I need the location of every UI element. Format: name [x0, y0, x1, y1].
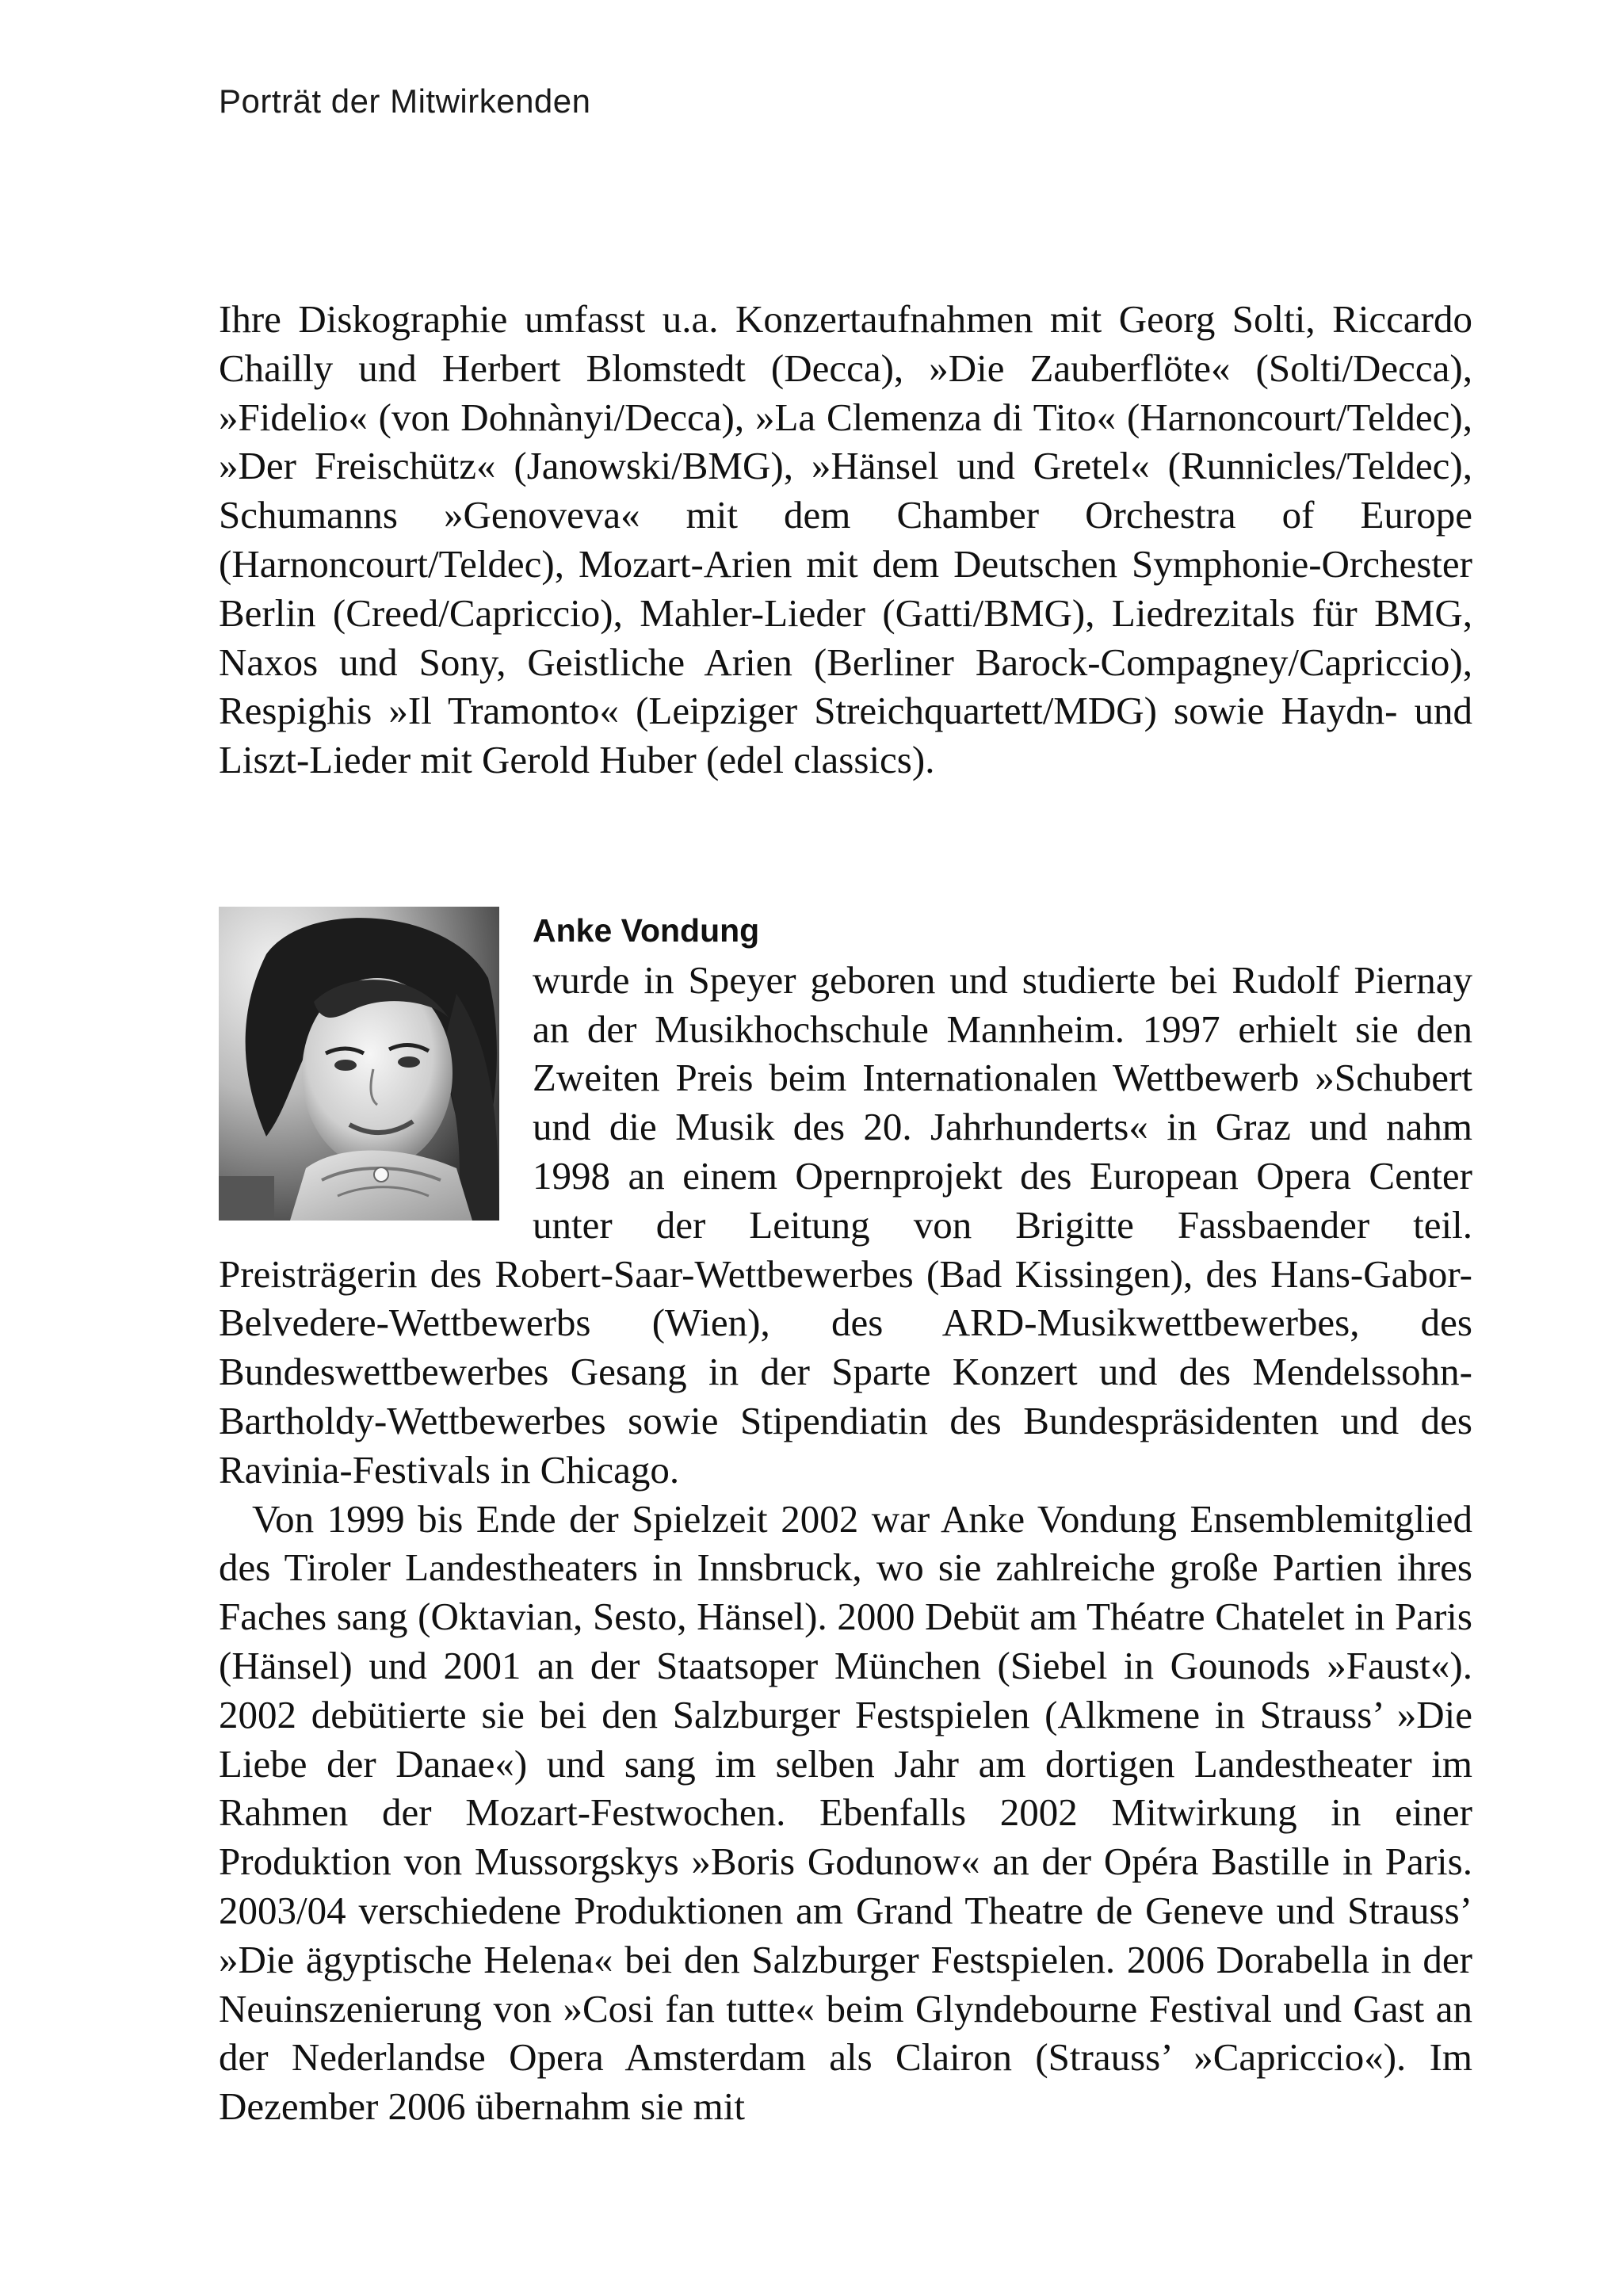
artist-bio [219, 907, 1472, 2131]
portrait-photo [219, 907, 499, 1221]
running-head: Porträt der Mitwirkenden [219, 82, 591, 120]
bio-paragraph-2: Von 1999 bis Ende der Spielzeit 2002 war Anke Vondung Ensemblemitglied des Tiroler Landestheaters in Innsbruck, wo sie zahlreiche große Partien ihres Faches sang (Oktavian, Sesto, Hänsel). 2000 Debüt am Théatre Chatelet in Paris (Hänsel) und 2001 an der Staatsoper München (Siebel in Gounods »Faust«). 2002 debütierte sie bei den Salzburger Festspielen (Alkmene in Strauss’ »Die Liebe der Danae«) und sang im selben Jahr am dortigen Landestheater im Rahmen der Mozart-Festwochen. Ebenfalls 2002 Mitwirkung in einer Produktion von Mussorgskys »Boris Godunow« an der Opéra Bastille in Paris. 2003/04 verschiedene Produktionen am Grand Theatre de Geneve und Strauss’ »Die ägyptische Helena« bei den Salzburger Festspielen. 2006 Dorabella in der Neuinszenierung von »Cosi fan tutte« beim Glyndebourne Festival und Gast an der Nederlandse Opera Amsterdam als Clairon (Strauss’ »Capriccio«). Im Dezember 2006 übernahm sie mit [219, 1496, 1472, 2129]
discography-text: Ihre Diskographie umfasst u.a. Konzertaufnahmen mit Georg Solti, Riccardo Chailly und Herbert Blomstedt (Decca), »Die Zauberflöte« (Solti/Decca), »Fidelio« (von Dohnànyi/Decca), »La Clemenza di Tito« (Harnoncourt/Teldec), »Der Freischütz« (Janowski/BMG), »Hänsel und Gretel« (Runnicles/Teldec), Schumanns »Genoveva« mit dem Chamber Orchestra of Europe (Harnoncourt/Teldec), Mozart-Arien mit dem Deutschen Symphonie-Orchester Berlin (Creed/Capriccio), Mahler-Lieder (Gatti/BMG), Liedrezitals für BMG, Naxos und Sony, Geistliche Arien (Berliner Barock-Compagney/Capriccio), Respighis »Il Tramonto« (Leipziger Streichquartett/MDG) sowie Haydn- und Liszt-Lieder mit Gerold Huber (edel classics). [219, 297, 1472, 782]
discography-paragraph [219, 295, 1472, 785]
artist-name: Anke Vondung [533, 912, 760, 949]
bio-paragraph-1: wurde in Speyer geboren und studierte bei Rudolf Piernay an der Musikhochschule Mannheim. 1997 erhielt sie den Zweiten Preis beim Internationalen Wettbewerb »Schubert und die Musik des 20. Jahrhunderts« in Graz und nahm 1998 an einem Opernprojekt des European Opera Center unter der Leitung von Brigitte Fassbaender teil. Preisträgerin des Robert-Saar-Wettbewerbes (Bad Kissingen), des Hans-Gabor-Belvedere-Wettbewerbs (Wien), des ARD-Musikwettbewerbes, des Bundeswettbewerbes Gesang in der Sparte Konzert und des Mendelssohn-Bartholdy-Wettbewerbes sowie Stipendiatin des Bundespräsidenten und des Ravinia-Festivals in Chicago. [219, 957, 1472, 1492]
